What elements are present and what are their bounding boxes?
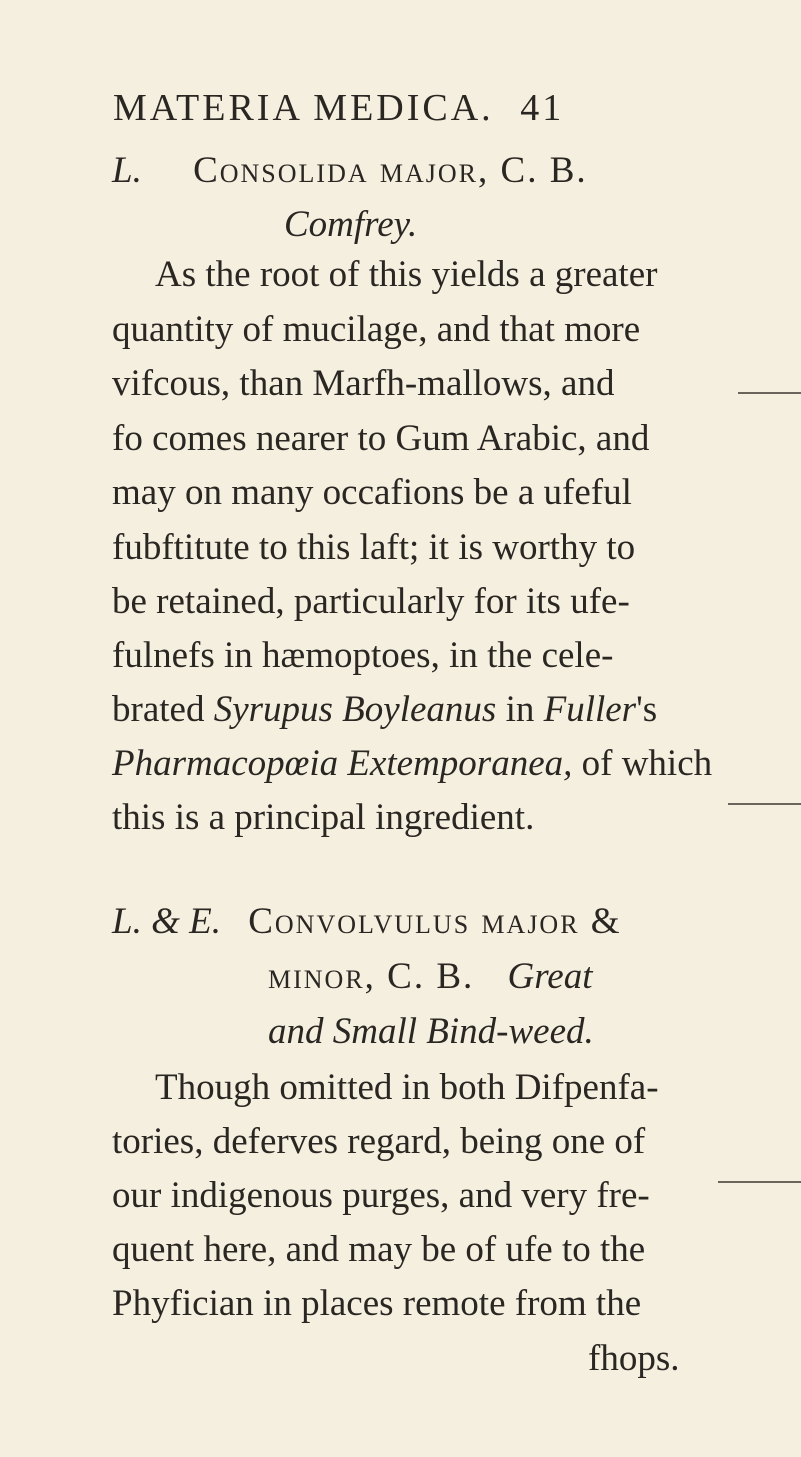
paragraph-line: this is a principal ingredient. xyxy=(112,797,535,838)
paragraph-line: tories, deferves regard, being one of xyxy=(112,1121,646,1162)
text-run: 's xyxy=(636,689,658,730)
entry-heading-comfrey xyxy=(112,149,588,193)
paragraph-line: may on many occafions be a ufeful xyxy=(112,472,632,513)
paragraph-line: quantity of mucilage, and that more xyxy=(112,309,641,350)
common-name: Comfrey. xyxy=(284,204,418,245)
paragraph-line: quent here, and may be of ufe to the xyxy=(112,1229,646,1270)
entry-heading-bindweed xyxy=(112,900,622,944)
paragraph-line: vifcous, than Marfh-mallows, and xyxy=(112,363,615,404)
pharmacopoeia-tag: L. xyxy=(112,150,142,191)
common-name: Great xyxy=(507,956,593,997)
running-header xyxy=(113,86,564,130)
common-name: and Small Bind-weed. xyxy=(268,1011,594,1052)
margin-rule xyxy=(718,1181,801,1183)
pharmacopoeia-tag: L. & E. xyxy=(112,901,221,942)
paragraph-line: fulnefs in hæmoptoes, in the cele- xyxy=(112,635,614,676)
paragraph-line xyxy=(112,742,712,786)
text-run-italic: Fuller xyxy=(543,689,637,730)
header-title: MATERIA MEDICA. xyxy=(113,87,494,129)
text-run: brated xyxy=(112,689,214,730)
margin-rule xyxy=(738,392,801,394)
page-number: 41 xyxy=(520,87,565,129)
paragraph-line: fubftitute to this laft; it is worthy to xyxy=(112,527,636,568)
margin-rule xyxy=(728,803,801,805)
paragraph-line: fhops. xyxy=(588,1338,680,1379)
paragraph-line: our indigenous purges, and very fre- xyxy=(112,1175,650,1216)
paragraph-line: As the root of this yields a greater xyxy=(155,254,658,295)
entry-name: Convolvulus major & xyxy=(248,901,622,942)
paragraph-line: Though omitted in both Difpenfa- xyxy=(155,1067,659,1108)
entry-name: Consolida major, C. B. xyxy=(193,150,588,191)
paragraph-line: fo comes nearer to Gum Arabic, and xyxy=(112,418,650,459)
paragraph-line xyxy=(112,688,657,732)
text-run: in xyxy=(496,689,544,730)
text-run: of which xyxy=(572,743,713,784)
entry-name-continued xyxy=(268,955,592,999)
paragraph-line: be retained, particularly for its ufe- xyxy=(112,581,630,622)
entry-name: minor, C. B. xyxy=(268,956,475,997)
text-run-italic: Pharmacopœia Extemporanea, xyxy=(112,743,573,784)
text-run-italic: Syrupus Boyleanus xyxy=(213,689,497,730)
paragraph-line: Phyfician in places remote from the xyxy=(112,1283,642,1324)
